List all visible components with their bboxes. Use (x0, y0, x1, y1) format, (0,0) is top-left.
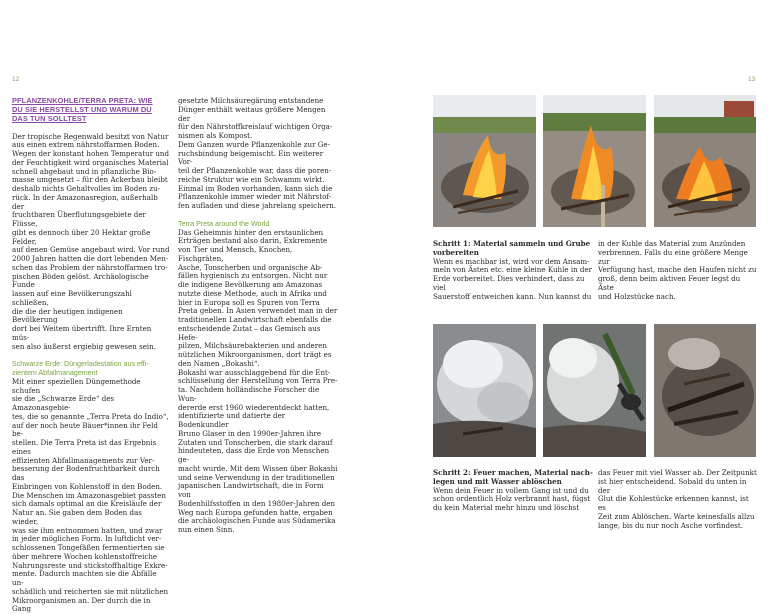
step-1-text-b: in der Kuhle das Material zum Anzünden verbrennen. Falls du eine größere Menge zur Verfügung hast, mache den Haufen nicht zu groß, denn beim aktiven Feuer legst du Äste und Holzstücke nach. (598, 239, 757, 301)
photo-fire-pit-1 (433, 95, 536, 227)
photo-extinguish-3 (654, 324, 756, 457)
step-1-title: Schritt 1: Material sammeln und Grube vorbereiten (433, 239, 591, 257)
photo-extinguish-2 (543, 324, 646, 457)
paragraph-milchsaeure: gesetzte Milchsäuregärung entstandene Dünger enthält weitaus größere Mengen der für den Nährstoffkreislauf wichtigen Orga- nismen als Kompost. Dem Ganzen wurde Pflanzenkohle zur Ge- ruchsbindung beigemischt. Ein weiterer Vor- teil der Pflanzenkohle war, dass die poren- reiche Struktur wie ein Schwamm wirkt. Einmal im Boden vorhanden, kann sich die Pflanzenkohle immer wieder mit Nährstof- fen aufladen und diese jahrelang speichern. (178, 96, 337, 210)
intro-paragraph: Der tropische Regenwald besitzt von Natur aus einen extrem nährstoffarmen Boden. Wegen der konstant hohen Temperatur und der Feuchtigkeit wird organisches Material schnell abgebaut und in pflanzliche Bio- masse umgesetzt – für den Ackerbau bleibt deshalb nichts Gehaltvolles im Boden zu- rück. In der Amazonasregion, außerhalb der fruchtbaren Überflutungsgebiete der Flüsse, gibt es dennoch über 20 Hektar große Felder, auf denen Gemüse angebaut wird. Vor rund 2000 Jahren hatten die dort lebenden Men- schen das Problem der nährstoffarmen tro- pischen Böden gelöst. Archäologische Funde lassen auf eine Bevölkerungszahl schließen, die die der heutigen indigenen Bevölkerung dort bei Weitem übertrifft. Ihre Ernten müs- sen also äußerst ergiebig gewesen sein. (12, 131, 170, 351)
paragraph-around-the-world: Das Geheimnis hinter den erstaunlichen Erträgen bestand also darin, Exkremente von Tier und Mensch, Knochen, Fischgräten, Asche, Tonscherben und organische Ab- fällen hygienisch zu entsorgen. Nicht nur die indigene Bevölkerung am Amazonas nutzte diese Methode, auch in Afrika und hier in Europa soll es Spuren von Terra Preta geben. In Asien verwendet man in der traditionellen Landwirtschaft ebenfalls die entscheidende Zutat – das Gemisch aus Hefe- pilzen, Milchsäurebakterien und anderen nützlichen Mikroorganismen, dort trägt es den Namen „Bokashi“. Bokashi war ausschlaggebend für die Ent- schlüsselung der Herstellung von Terra Pre- ta. Nachdem holländische Forscher die Wun- dererde erst 1960 wiederentdeckt hatten, identifizierte und datierte der Bodenkundler Bruno Glaser in den 1990er-Jahren ihre Zutaten und Tonscherben, die stark darauf hindeuteten, dass die Erde von Menschen ge- macht wurde. Mit dem Wissen über Bokashi und seine Verwendung in der traditionellen japanischen Landwirtschaft, die in Form von Bodenhilfsstoffen in den 1980er-Jahren den Weg nach Europa gefunden hatte, ergaben die archäologischen Funde aus Südamerika nun einen Sinn. (178, 227, 338, 534)
subheading-around-the-world: Terra Preta around the World (178, 219, 270, 228)
photo-fire-pit-2 (543, 95, 646, 227)
subheading-schwarze-erde: Schwarze Erde: Düngerladestation aus effi- zientem Abfallmanagement (12, 360, 149, 378)
step-2-text-b: das Feuer mit viel Wasser ab. Der Zeitpunkt ist hier entscheidend. Sobald du unten in der Glut die Kohlestücke erkennen kannst, ist es Zeit zum Ablöschen. Warte keinesfalls allzu lange, bis du nur noch Asche vorfindest. (598, 468, 757, 530)
text-column-1 (12, 97, 170, 614)
paragraph-schwarze-erde: Mit einer speziellen Düngemethode schufen sie die „Schwarze Erde“ des Amazonasgebie- tes, die so genannte „Terra Preta do Indio“, auf der noch heute Bäuer*innen ihr Feld be- stellen. Die Terra Preta ist das Ergebnis eines effizienten Abfallmanagements zur Ver- besserung der Bodenfruchtbarkeit durch das Einbringen von Kohlenstoff in den Boden. Die Menschen im Amazonasgebiet passten sich damals optimal an die Kreisläufe der Natur an. Sie gaben dem Boden das wieder, was sie ihm entnommen hatten, und zwar in jeder möglichen Form. In luftdicht ver- schlossenen Tongefäßen fermentierten sie über mehrere Wochen kohlenstoffreiche Nahrungsreste und stickstoffhaltige Exkre- mente. Dadurch machten sie die Abfälle un- schädlich und reicherten sie mit nützlichen Mikroorganismen an. Der durch die in Gang (12, 376, 169, 614)
article-heading: PFLANZENKOHLE/TERRA PRETA: WIE DU SIE HERSTELLST UND WARUM DU DAS TUN SOLLTEST (12, 96, 153, 123)
page-number-right: 13 (748, 76, 756, 83)
step-1-text-a: Wenn es machbar ist, wird vor dem Ansam- meln von Ästen etc. eine kleine Kuhle in der Erde vorbereitet. Dies verhindert, dass zu viel Sauerstoff entweichen kann. Nun kannst du (433, 256, 593, 301)
text-column-2 (178, 97, 338, 535)
photo-fire-pit-3 (654, 95, 756, 227)
page-number-left: 12 (12, 76, 20, 83)
step-2-text-a: Wenn dein Feuer in vollem Gang ist und du schon ordentlich Holz verbrannt hast, fügst du kein Material mehr hinzu und löschst (433, 485, 591, 512)
step-2-caption-a (433, 469, 593, 513)
step-2-title: Schritt 2: Feuer machen, Material nach- legen und mit Wasser ablöschen (433, 468, 593, 486)
photo-extinguish-1 (433, 324, 536, 457)
step-1-caption-a (433, 240, 593, 301)
